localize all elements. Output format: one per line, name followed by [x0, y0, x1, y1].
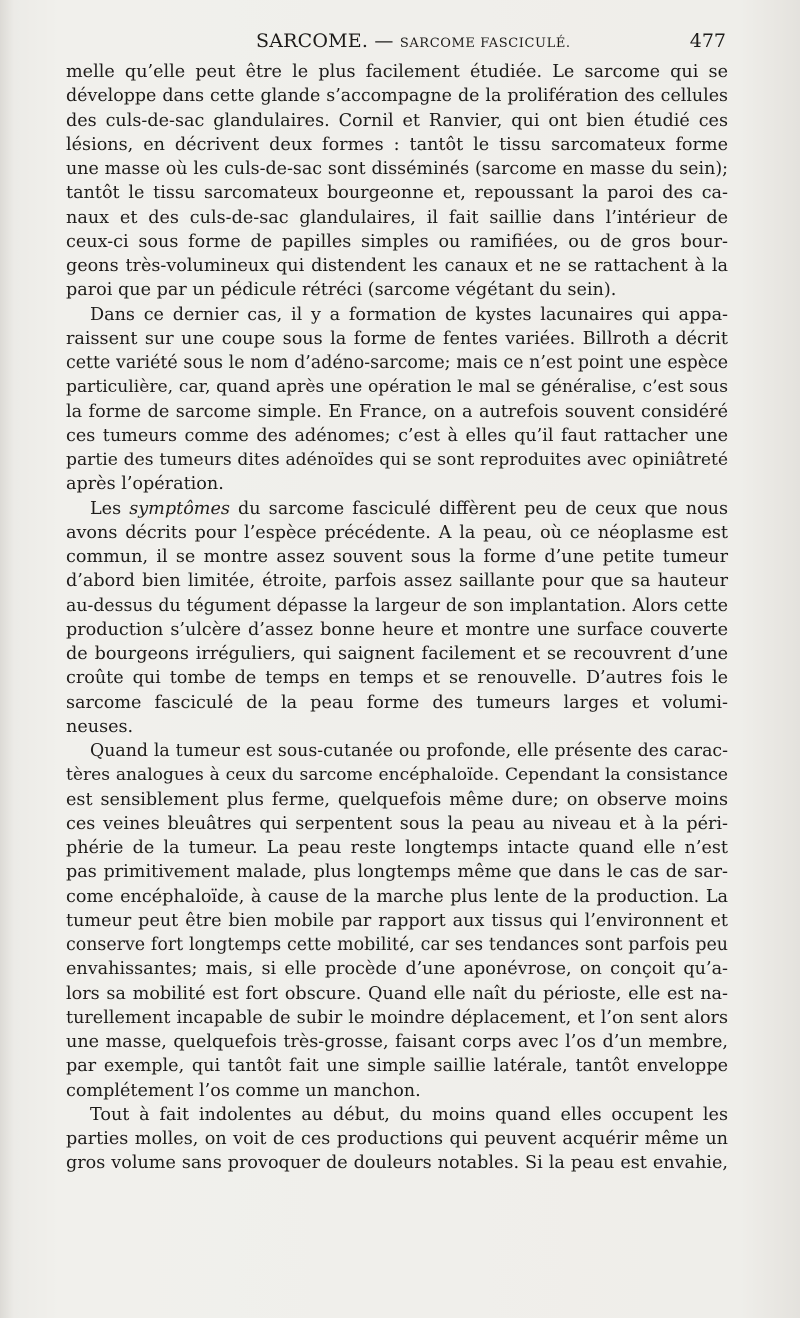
text-line: raissent sur une coupe sous la forme de fentes variées. Billroth a décrit: [66, 328, 728, 349]
text-line: développe dans cette glande s’accompagne de la prolifération des cellules: [66, 86, 728, 107]
text-line: paroi que par un pédicule rétréci (sarcome végétant du sein).: [66, 280, 617, 301]
text-line: Dans ce dernier cas, il y a formation de kystes lacunaires qui appa-: [90, 304, 728, 325]
running-dash: —: [368, 30, 400, 52]
text-line: lors sa mobilité est fort obscure. Quand elle naît du périoste, elle est na-: [66, 983, 728, 1004]
text-line: conserve fort longtemps cette mobilité, car ses tendances sont parfois peu: [66, 935, 728, 955]
running-head: [256, 30, 571, 52]
text-line: particulière, car, quand après une opération le mal se généralise, c’est sous: [66, 377, 728, 398]
text-line: d’abord bien limitée, étroite, parfois assez saillante pour que sa hauteur: [66, 571, 728, 592]
italic-term: symptômes: [129, 498, 230, 519]
text-line: Quand la tumeur est sous-cutanée ou profonde, elle présente des carac-: [90, 741, 728, 761]
text-line: complétement l’os comme un manchon.: [66, 1080, 421, 1101]
text-line: des culs-de-sac glandulaires. Cornil et Ranvier, qui ont bien étudié ces: [66, 110, 728, 131]
text-line: partie des tumeurs dites adénoïdes qui se sont reproduites avec opiniâtreté: [66, 450, 728, 470]
text-line: la forme de sarcome simple. En France, on a autrefois souvent considéré: [66, 401, 728, 422]
text-line: croûte qui tombe de temps en temps et se renouvelle. D’autres fois le: [66, 668, 728, 689]
text-line-segment: Les: [90, 498, 130, 519]
text-line: naux et des culs-de-sac glandulaires, il fait saillie dans l’intérieur de: [66, 207, 728, 228]
text-line: au-dessus du tégument dépasse la largeur de son implantation. Alors cette: [66, 595, 728, 616]
text-line: tantôt le tissu sarcomateux bourgeonne et, repoussant la paroi des ca-: [66, 183, 728, 204]
text-line: après l’opération.: [66, 474, 224, 495]
text-line: tumeur peut être bien mobile par rapport aux tissus qui l’environnent et: [66, 910, 728, 931]
text-line: parties molles, on voit de ces productions qui peuvent acquérir même un: [66, 1129, 728, 1149]
text-line: de bourgeons irréguliers, qui saignent facilement et se recouvrent d’une: [66, 644, 728, 664]
text-line: geons très-volumineux qui distendent les canaux et ne se rattachent à la: [66, 256, 728, 276]
text-line: envahissantes; mais, si elle procède d’une aponévrose, on conçoit qu’a-: [66, 959, 728, 980]
text-line: come encéphaloïde, à cause de la marche plus lente de la production. La: [66, 886, 728, 907]
text-line: tères analogues à ceux du sarcome encéphaloïde. Cependant la consistance: [66, 765, 728, 786]
text-line-segment: du sarcome fasciculé diffèrent peu de ceux que nous: [229, 498, 728, 519]
text-line: Tout à fait indolentes au début, du moins quand elles occupent les: [90, 1104, 728, 1125]
text-line: lésions, en décrivent deux formes : tantôt le tissu sarcomateux forme: [66, 134, 728, 155]
text-line: ceux-ci sous forme de papilles simples ou ramifiées, ou de gros bour-: [66, 231, 728, 252]
text-line: une masse où les culs-de-sac sont disséminés (sarcome en masse du sein);: [66, 159, 728, 179]
text-line: ces veines bleuâtres qui serpentent sous la peau au niveau et à la péri-: [66, 813, 728, 834]
text-line: commun, il se montre assez souvent sous la forme d’une petite tumeur: [66, 547, 728, 567]
text-line: ces tumeurs comme des adénomes; c’est à elles qu’il faut rattacher une: [66, 425, 728, 446]
running-subtitle: SARCOME FASCICULÉ.: [399, 36, 571, 51]
text-line: [66, 497, 728, 521]
page-header: [66, 30, 726, 54]
text-line: une masse, quelquefois très-grosse, faisant corps avec l’os d’un membre,: [66, 1032, 728, 1052]
text-line: melle qu’elle peut être le plus facilement étudiée. Le sarcome qui se: [66, 62, 728, 82]
text-line: neuses.: [66, 716, 134, 737]
text-line: sarcome fasciculé de la peau forme des tumeurs larges et volumi-: [66, 692, 728, 713]
text-line: par exemple, qui tantôt fait une simple saillie latérale, tantôt enveloppe: [66, 1056, 728, 1077]
page-number: 477: [689, 30, 726, 52]
text-line: gros volume sans provoquer de douleurs notables. Si la peau est envahie,: [66, 1153, 728, 1174]
text-line: avons décrits pour l’espèce précédente. A la peau, où ce néoplasme est: [66, 522, 728, 543]
text-line: phérie de la tumeur. La peau reste longtemps intacte quand elle n’est: [66, 838, 728, 858]
running-title: SARCOME.: [256, 30, 369, 52]
text-line: cette variété sous le nom d’adéno-sarcome; mais ce n’est point une espèce: [66, 353, 728, 373]
text-line: pas primitivement malade, plus longtemps même que dans le cas de sar-: [66, 862, 728, 883]
text-line: est sensiblement plus ferme, quelquefois même dure; on observe moins: [66, 789, 728, 810]
text-line: production s’ulcère d’assez bonne heure et montre une surface couverte: [66, 619, 728, 640]
text-line: turellement incapable de subir le moindre déplacement, et l’on sent alors: [66, 1007, 728, 1028]
body-text: [66, 60, 728, 1176]
